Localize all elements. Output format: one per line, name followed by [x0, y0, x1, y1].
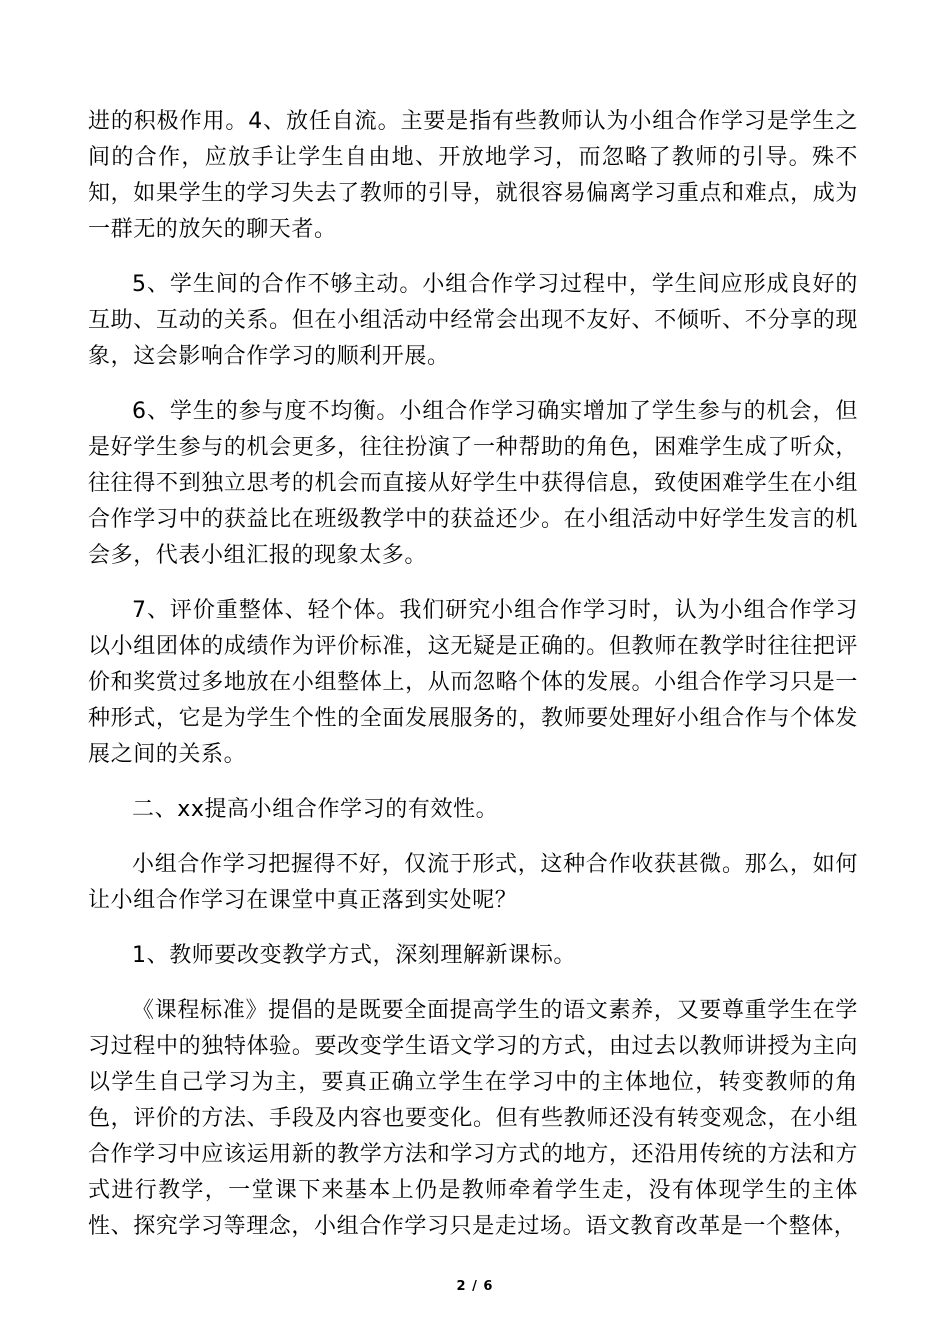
page-number: 2 / 6 — [456, 1279, 494, 1294]
paragraph-8: 《课程标准》提倡的是既要全面提高学生的语文素养，又要尊重学生在学习过程中的独特体验。要改变学生语文学习的方式，由过去以教师讲授为主向以学生自己学习为主，要真正确立学生在学习中的主体地位，转变教师的角色，评价的方法、手段及内容也要变化。但有些教师还没有转变观念，在小组合作学习中应该运用新的教学方法和学习方式的地方，还沿用传统的方法和方式进行教学，一堂课下来基本上仍是教师牵着学生走，没有体现学生的主体性、探究学习等理念，小组合作学习只是走过场。语文教育改革是一个整体， — [88, 998, 858, 1239]
document-body — [88, 104, 858, 1245]
subsection-heading: 1、教师要改变教学方式，深刻理解新课标。 — [132, 943, 576, 968]
paragraph-3: 6、学生的参与度不均衡。小组合作学习确实增加了学生参与的机会，但是好学生参与的机会更多，往往扮演了一种帮助的角色，困难学生成了听众，往往得不到独立思考的机会而直接从好学生中获得信息，致使困难学生在小组合作学习中的获益比在班级教学中的获益还少。在小组活动中好学生发言的机会多，代表小组汇报的现象太多。 — [88, 399, 858, 568]
paragraph-2: 5、学生间的合作不够主动。小组合作学习过程中，学生间应形成良好的互助、互动的关系。但在小组活动中经常会出现不友好、不倾听、不分享的现象，这会影响合作学习的顺利开展。 — [88, 272, 858, 369]
paragraph-4: 7、评价重整体、轻个体。我们研究小组合作学习时，认为小组合作学习以小组团体的成绩作为评价标准，这无疑是正确的。但教师在教学时往往把评价和奖赏过多地放在小组整体上，从而忽略个体的发展。小组合作学习只是一种形式，它是为学生个性的全面发展服务的，教师要处理好小组合作与个体发展之间的关系。 — [88, 598, 858, 767]
paragraph-6: 小组合作学习把握得不好，仅流于形式，这种合作收获甚微。那么，如何让小组合作学习在课堂中真正落到实处呢？ — [88, 852, 858, 913]
paragraph-1: 进的积极作用。4、放任自流。主要是指有些教师认为小组合作学习是学生之间的合作，应放手让学生自由地、开放地学习，而忽略了教师的引导。殊不知，如果学生的学习失去了教师的引导，就很容易偏离学习重点和难点，成为一群无的放矢的聊天者。 — [88, 109, 858, 242]
section-heading: 二、xx提高小组合作学习的有效性。 — [132, 797, 499, 822]
